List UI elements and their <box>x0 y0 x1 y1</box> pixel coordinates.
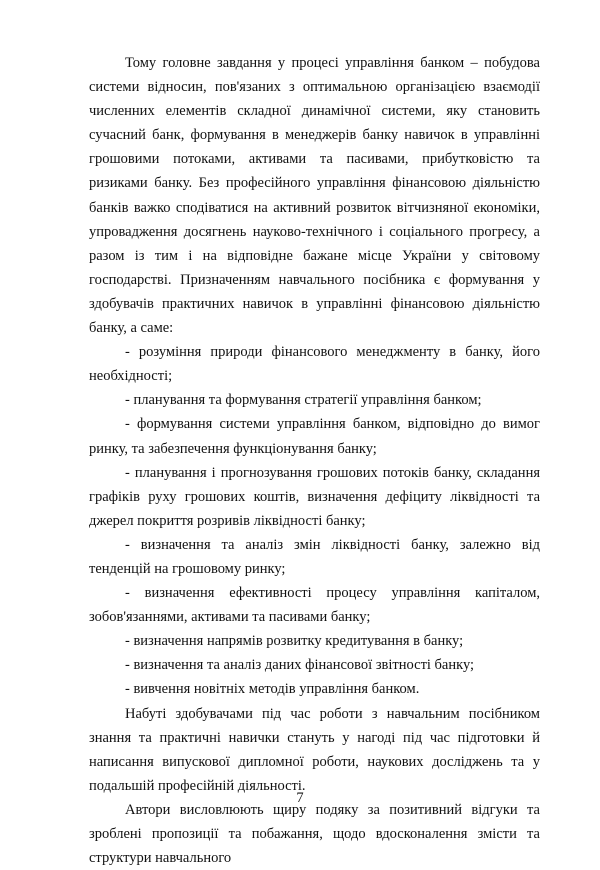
list-item-management-system: - формування системи управління банком, відповідно до вимог ринку, та забезпечення функціонування банку; <box>89 416 540 457</box>
list-item-lending-directions: - визначення напрямів розвитку кредитування в банку; <box>125 633 464 650</box>
list-item-capital-efficiency: - визначення ефективності процесу управління капіталом, зобов'язаннями, активами та пасивами банку; <box>89 585 540 626</box>
paragraph-acknowledgements: Автори висловлюють щиру подяку за позитивний відгуки та зроблені пропозиції та побажання, щодо вдосконалення змісти та структури навчального <box>89 801 540 867</box>
page-number: 7 <box>296 790 304 806</box>
list-item-understanding: - розуміння природи фінансового менеджменту в банку, його необхідності; <box>89 344 540 385</box>
list-item-financial-reporting: - визначення та аналіз даних фінансової звітності банку; <box>125 657 475 674</box>
list-item-cash-flow-planning: - планування і прогнозування грошових потоків банку, складання графіків руху грошових коштів, визначення дефіциту ліквідності та джерел покриття розривів ліквідності банку; <box>89 464 540 529</box>
list-item-strategy: - планування та формування стратегії управління банком; <box>125 392 482 409</box>
paragraph-acquired-skills: Набуті здобувачами під час роботи з навчальним посібником знання та практичні навички стануть у нагоді під час підготовки й написання випускової дипломної роботи, наукових досліджень та у подальшій професійній діяльності. <box>89 705 540 794</box>
list-item-liquidity-analysis: - визначення та аналіз змін ліквідності банку, залежно від тенденцій на грошовому ринку; <box>89 536 540 577</box>
paragraph-intro: Тому головне завдання у процесі управління банком – побудова системи відносин, пов'язаних з оптимальною організацією взаємодії численних елементів складної динамічної системи, яку становить сучасний банк, формування в менеджерів банку навичок в управлінні грошовими потоками, активами та пасивами, прибутковістю та ризиками банку. Без професійного управління фінансовою діяльністю банків важко сподіватися на активний розвиток вітчизняної економіки, упровадження досягнень науково-технічного і соціального прогресу, а разом із тим і на відповідне бажане місце України у світовому господарстві. Призначенням навчального посібника є формування у здобувачів практичних навичок в управлінні фінансовою діяльністю банку, а саме: <box>89 55 540 337</box>
list-item-new-methods: - вивчення новітніх методів управління банком. <box>125 681 420 698</box>
